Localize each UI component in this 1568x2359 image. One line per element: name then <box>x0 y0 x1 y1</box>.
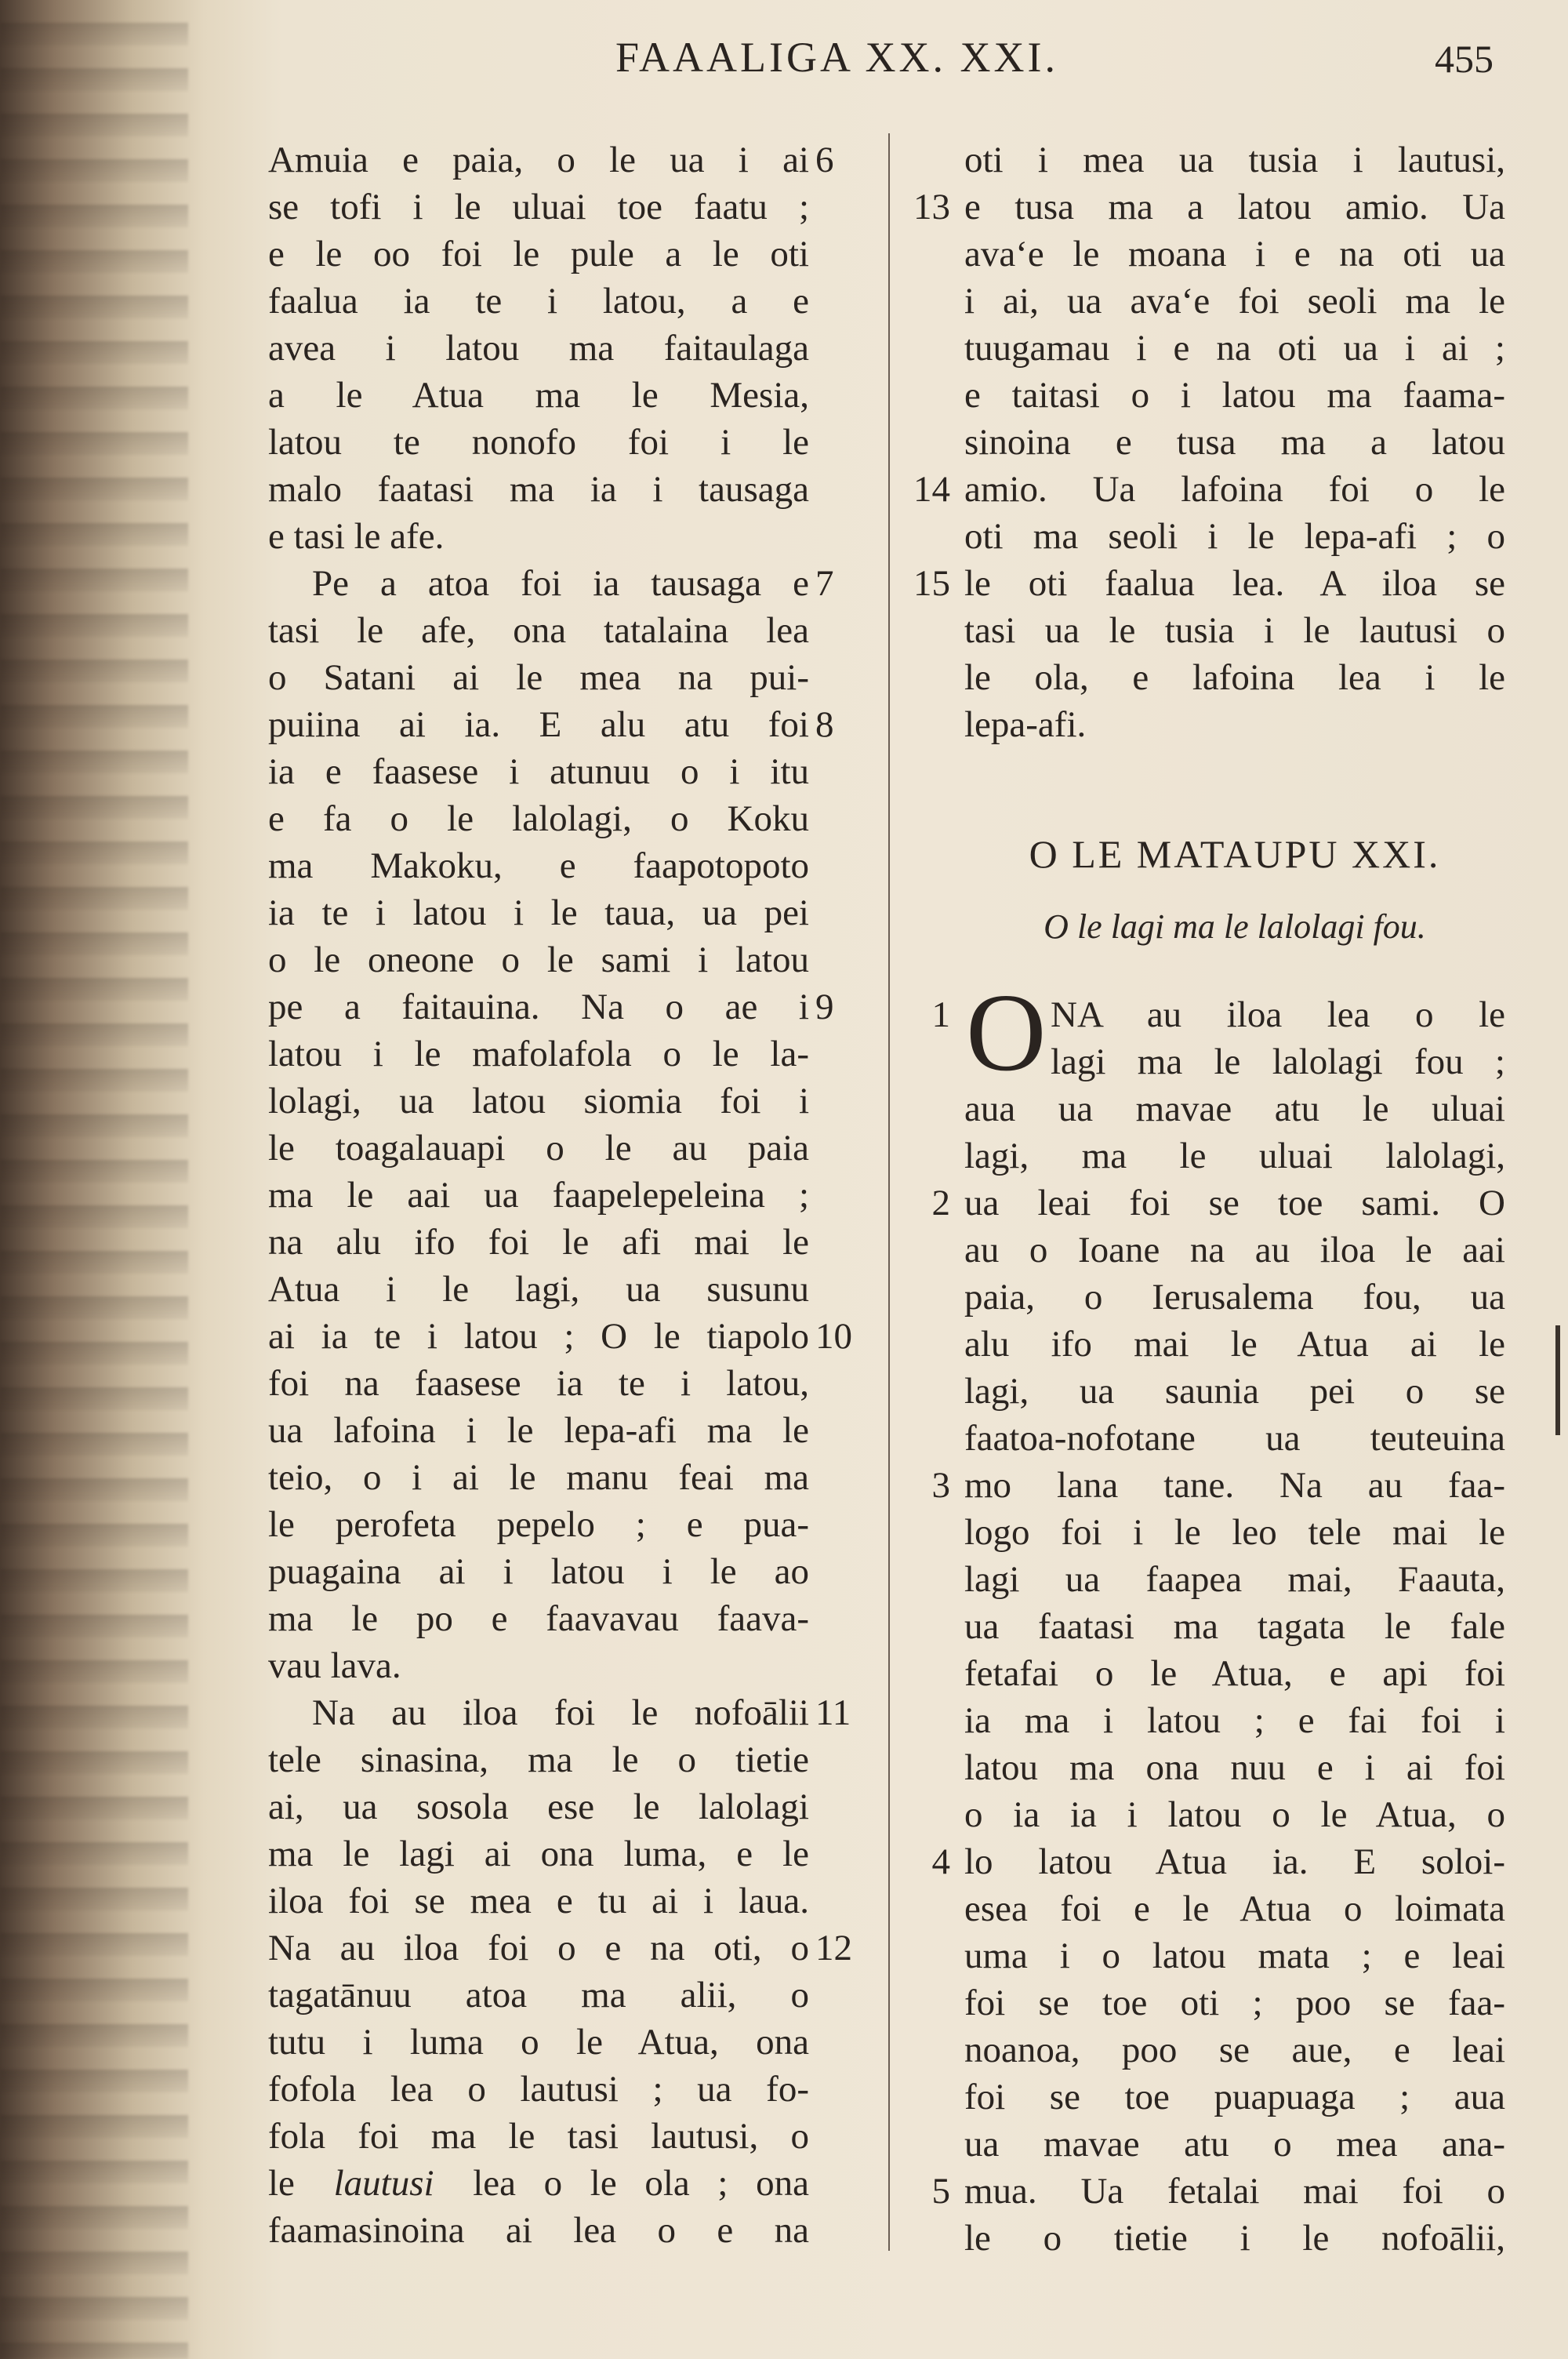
text-line: ua leai foi se toe sami. O <box>964 1183 1505 1223</box>
text-line: lolagi, ua latou siomia foi i <box>268 1081 809 1121</box>
text-line: le ola, e lafoina lea i le <box>964 657 1505 698</box>
text-line: o ia ia i latou o le Atua, o <box>964 1794 1505 1835</box>
text-line: foi na faasese ia te i latou, <box>268 1363 809 1404</box>
text-line: e fa o le lalolagi, o Koku <box>268 798 809 839</box>
verse-number: 14 <box>913 469 950 510</box>
text-line: lagi ma le lalolagi fou ; <box>1051 1041 1505 1082</box>
text-line: Atua i le lagi, ua susunu <box>268 1269 809 1310</box>
text-line: esea foi e le Atua o loimata <box>964 1888 1505 1929</box>
text-line: o Satani ai le mea na pui- <box>268 657 809 698</box>
text-line: Na au iloa foi le nofoālii <box>312 1692 809 1733</box>
verse-number: 13 <box>913 187 950 227</box>
text-line: tagatānuu atoa ma alii, o <box>268 1975 809 2016</box>
verse-number: 10 <box>815 1316 852 1357</box>
text-line: foi se toe puapuaga ; aua <box>964 2077 1505 2117</box>
text-line: lo latou Atua ia. E soloi- <box>964 1841 1505 1882</box>
text-line: Na au iloa foi o e na oti, o <box>268 1928 809 1968</box>
text-line: ava‘e le moana i e na oti ua <box>964 234 1505 274</box>
chapter-heading: O LE MATAUPU XXI. <box>1029 832 1441 876</box>
text-line: le toagalauapi o le au paia <box>268 1128 809 1169</box>
text-fragment: lea o le ola ; ona <box>473 2163 809 2204</box>
verse-number: 15 <box>913 563 950 604</box>
text-line: logo foi i le leo tele mai le <box>964 1512 1505 1553</box>
text-line: Amuia e paia, o le ua i ai <box>268 140 809 180</box>
text-line: NA au iloa lea o le <box>1051 994 1505 1035</box>
text-line: Pe a atoa foi ia tausaga e <box>312 563 809 604</box>
text-line: e tusa ma a latou amio. Ua <box>964 187 1505 227</box>
text-line: ma le lagi ai ona luma, e le <box>268 1834 809 1874</box>
chapter-subtitle: O le lagi ma le lalolagi fou. <box>1044 907 1426 946</box>
text-line: faalua ia te i latou, a e <box>268 281 809 322</box>
text-line: puiina ai ia. E alu atu foi <box>268 704 809 745</box>
text-line: uma i o latou mata ; e leai <box>964 1936 1505 1976</box>
verse-number: 4 <box>931 1841 950 1882</box>
text-line: ia e faasese i atunuu o i itu <box>268 751 809 792</box>
text-line: i ai, ua ava‘e foi seoli ma le <box>964 281 1505 322</box>
text-line: tutu i luma o le Atua, ona <box>268 2022 809 2063</box>
text-line: mua. Ua fetalai mai foi o <box>964 2171 1505 2212</box>
text-line: lepa-afi. <box>964 704 1087 745</box>
text-line: e le oo foi le pule a le oti <box>268 234 809 274</box>
facing-page-bleed <box>0 0 188 2359</box>
text-line: ai ia te i latou ; O le tiapolo <box>268 1316 809 1357</box>
verse-number: 2 <box>931 1183 950 1223</box>
text-line: sinoina e tusa ma a latou <box>964 422 1505 463</box>
page-number: 455 <box>1435 37 1494 81</box>
text-line-with-italic <box>268 2160 809 2207</box>
text-line: tasi ua le tusia i le lautusi o <box>964 610 1505 651</box>
right-column-top <box>964 136 1505 748</box>
text-line: au o Ioane na au iloa le aai <box>964 1230 1505 1270</box>
text-line: lagi, ma le uluai lalolagi, <box>964 1136 1505 1176</box>
text-line: ua mavae atu o mea ana- <box>964 2124 1505 2165</box>
text-line: pe a faitauina. Na o ae i <box>268 987 809 1027</box>
text-line: faatoa-nofotane ua teuteuina <box>964 1418 1505 1459</box>
drop-cap: O <box>966 970 1047 1094</box>
text-line: mo lana tane. Na au faa- <box>964 1465 1505 1506</box>
text-line: ai, ua sosola ese le lalolagi <box>268 1787 809 1827</box>
text-line: ia te i latou i le taua, ua pei <box>268 892 809 933</box>
text-line: aua ua mavae atu le uluai <box>964 1089 1505 1129</box>
text-line: latou i le mafolafola o le la- <box>268 1034 809 1074</box>
running-title: FAAALIGA XX. XXI. <box>615 34 1058 81</box>
text-line: faamasinoina ai lea o e na <box>268 2210 809 2251</box>
verse-number: 1 <box>931 994 950 1035</box>
column-divider <box>888 133 890 2251</box>
text-line: paia, o Ierusalema fou, ua <box>964 1277 1505 1318</box>
text-line: avea i latou ma faitaulaga <box>268 328 809 369</box>
text-line: ua lafoina i le lepa-afi ma le <box>268 1410 809 1451</box>
text-line: noanoa, poo se aue, e leai <box>964 2030 1505 2070</box>
text-line: e taitasi o i latou ma faama- <box>964 375 1505 416</box>
text-line: ia ma i latou ; e fai foi i <box>964 1700 1505 1741</box>
text-line: puagaina ai i latou i le ao <box>268 1551 809 1592</box>
text-line: na alu ifo foi le afi mai le <box>268 1222 809 1263</box>
text-line: malo faatasi ma ia i tausaga <box>268 469 809 510</box>
text-line: tasi le afe, ona tatalaina lea <box>268 610 809 651</box>
text-line: lagi, ua saunia pei o se <box>964 1371 1505 1412</box>
verse-number: 8 <box>815 704 834 745</box>
text-line: ma le po e faavavau faava- <box>268 1598 809 1639</box>
text-line: oti i mea ua tusia i lautusi, <box>964 140 1505 180</box>
text-line: alu ifo mai le Atua ai le <box>964 1324 1505 1365</box>
text-line: iloa foi se mea e tu ai i laua. <box>268 1881 809 1921</box>
text-fragment: le <box>268 2163 295 2204</box>
text-line: ma le aai ua faapelepeleina ; <box>268 1175 809 1216</box>
verse-number: 3 <box>931 1465 950 1506</box>
text-line: latou te nonofo foi i le <box>268 422 809 463</box>
text-line: se tofi i le uluai toe faatu ; <box>268 187 809 227</box>
italic-word: lautusi <box>333 2163 434 2204</box>
verse-number: 5 <box>931 2171 950 2212</box>
verse-number: 9 <box>815 987 834 1027</box>
text-line: tele sinasina, ma le o tietie <box>268 1739 809 1780</box>
verse-number: 6 <box>815 140 834 180</box>
text-line: le perofeta pepelo ; e pua- <box>268 1504 809 1545</box>
text-line: a le Atua ma le Mesia, <box>268 375 809 416</box>
text-line: le o tietie i le nofoālii, <box>964 2218 1505 2259</box>
text-line: le oti faalua lea. A iloa se <box>964 563 1505 604</box>
left-column <box>268 136 809 2254</box>
text-line: fola foi ma le tasi lautusi, o <box>268 2116 809 2157</box>
text-line: oti ma seoli i le lepa-afi ; o <box>964 516 1505 557</box>
verse-number: 12 <box>815 1928 852 1968</box>
page-edge-mark <box>1555 1325 1560 1435</box>
text-line: ma Makoku, e faapotopoto <box>268 845 809 886</box>
text-line: lagi ua faapea mai, Faauta, <box>964 1559 1505 1600</box>
text-line: foi se toe oti ; poo se faa- <box>964 1983 1505 2023</box>
text-line: fofola lea o lautusi ; ua fo- <box>268 2069 809 2110</box>
text-line: teio, o i ai le manu feai ma <box>268 1457 809 1498</box>
text-line: o le oneone o le sami i latou <box>268 940 809 980</box>
right-column-bottom <box>964 991 1505 2262</box>
text-line: latou ma ona nuu e i ai foi <box>964 1747 1505 1788</box>
verse-number: 7 <box>815 563 834 604</box>
text-line: e tasi le afe. <box>268 516 445 557</box>
text-line: ua faatasi ma tagata le fale <box>964 1606 1505 1647</box>
text-line: vau lava. <box>268 1645 401 1686</box>
text-line: amio. Ua lafoina foi o le <box>964 469 1505 510</box>
text-line: fetafai o le Atua, e api foi <box>964 1653 1505 1694</box>
text-line: tuugamau i e na oti ua i ai ; <box>964 328 1505 369</box>
verse-number: 11 <box>815 1692 851 1733</box>
